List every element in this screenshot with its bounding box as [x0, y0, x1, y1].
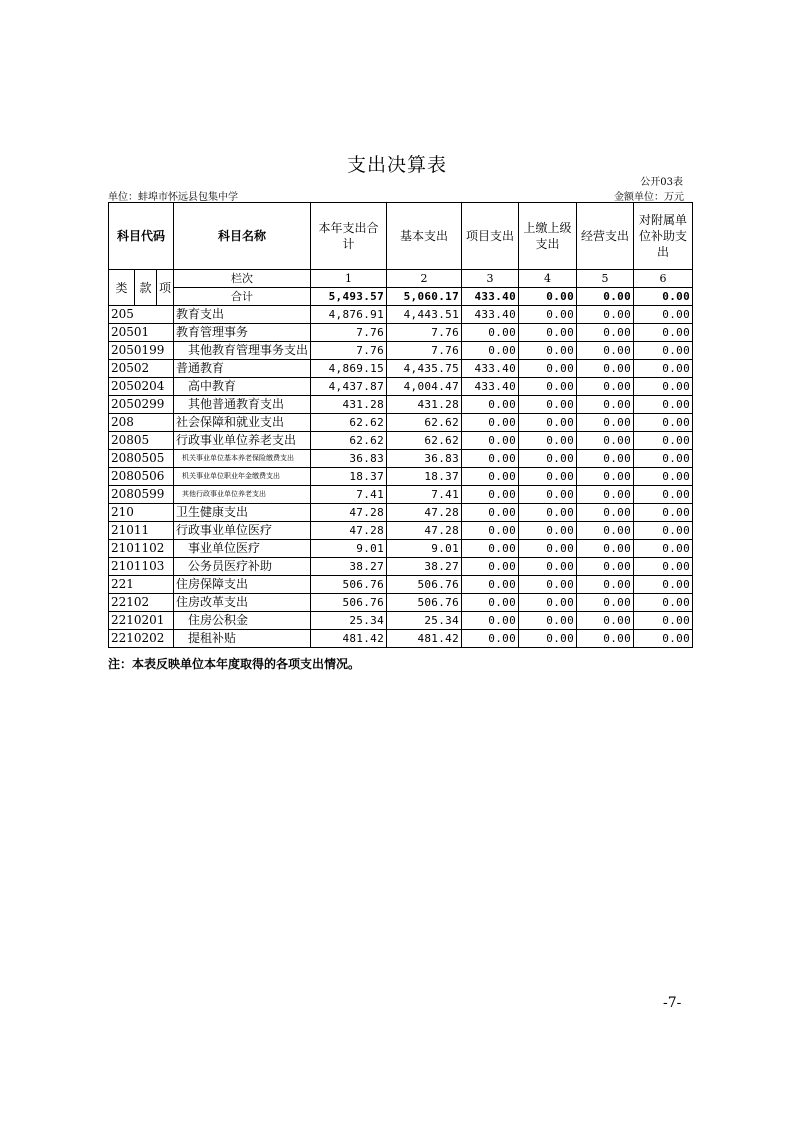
row-name: 住房改革支出 [174, 594, 311, 612]
row-value: 0.00 [634, 324, 693, 342]
col-number: 1 [311, 270, 387, 288]
row-value: 7.76 [387, 342, 462, 360]
row-value: 62.62 [311, 432, 387, 450]
row-code: 221 [109, 576, 174, 594]
row-name: 社会保障和就业支出 [174, 414, 311, 432]
row-value: 0.00 [577, 414, 634, 432]
row-value: 0.00 [519, 612, 577, 630]
row-value: 0.00 [577, 630, 634, 648]
header-subsidy: 对附属单位补助支出 [634, 203, 693, 270]
col-number: 4 [519, 270, 577, 288]
row-value: 0.00 [577, 324, 634, 342]
row-value: 0.00 [462, 558, 519, 576]
row-value: 47.28 [387, 522, 462, 540]
row-value: 481.42 [311, 630, 387, 648]
row-code: 208 [109, 414, 174, 432]
row-value: 0.00 [634, 540, 693, 558]
row-value: 0.00 [577, 432, 634, 450]
row-value: 0.00 [577, 522, 634, 540]
expenditure-table [108, 202, 693, 648]
col-number: 5 [577, 270, 634, 288]
row-code: 2210201 [109, 612, 174, 630]
page-title: 支出决算表 [346, 154, 447, 176]
row-value: 506.76 [311, 594, 387, 612]
row-value: 0.00 [634, 378, 693, 396]
row-name: 教育支出 [174, 306, 311, 324]
col-number: 2 [387, 270, 462, 288]
row-value: 4,004.47 [387, 378, 462, 396]
table-row [109, 468, 693, 486]
table-row [109, 414, 693, 432]
col-number: 6 [634, 270, 693, 288]
row-value: 506.76 [387, 594, 462, 612]
total-value: 0.00 [519, 288, 577, 306]
row-value: 0.00 [462, 540, 519, 558]
header-total: 本年支出合计 [311, 203, 387, 270]
row-value: 0.00 [519, 504, 577, 522]
row-code: 20502 [109, 360, 174, 378]
row-value: 0.00 [519, 558, 577, 576]
row-value: 0.00 [462, 612, 519, 630]
header-kuan: 款 [135, 270, 157, 306]
row-value: 9.01 [311, 540, 387, 558]
row-value: 0.00 [462, 324, 519, 342]
row-value: 481.42 [387, 630, 462, 648]
row-value: 0.00 [519, 342, 577, 360]
row-value: 0.00 [519, 324, 577, 342]
row-name: 住房公积金 [174, 612, 311, 630]
row-value: 0.00 [577, 576, 634, 594]
row-value: 0.00 [519, 396, 577, 414]
row-value: 0.00 [577, 450, 634, 468]
row-value: 4,869.15 [311, 360, 387, 378]
row-name: 机关事业单位基本养老保险缴费支出 [174, 450, 311, 468]
row-value: 25.34 [311, 612, 387, 630]
row-value: 25.34 [387, 612, 462, 630]
row-value: 0.00 [577, 396, 634, 414]
header-operating: 经营支出 [577, 203, 634, 270]
row-value: 0.00 [519, 630, 577, 648]
row-name: 行政事业单位养老支出 [174, 432, 311, 450]
row-value: 431.28 [311, 396, 387, 414]
row-value: 0.00 [577, 558, 634, 576]
row-value: 0.00 [462, 522, 519, 540]
row-name: 教育管理事务 [174, 324, 311, 342]
row-code: 21011 [109, 522, 174, 540]
total-value: 433.40 [462, 288, 519, 306]
total-value: 5,060.17 [387, 288, 462, 306]
row-value: 0.00 [634, 504, 693, 522]
row-code: 20805 [109, 432, 174, 450]
row-name: 高中教育 [174, 378, 311, 396]
row-value: 0.00 [462, 594, 519, 612]
row-value: 0.00 [519, 576, 577, 594]
row-value: 0.00 [634, 396, 693, 414]
form-number: 公开03表 [640, 177, 683, 188]
row-value: 0.00 [634, 612, 693, 630]
row-code: 2080505 [109, 450, 174, 468]
row-value: 0.00 [462, 468, 519, 486]
unit-row [108, 188, 684, 202]
row-value: 0.00 [634, 576, 693, 594]
row-value: 0.00 [634, 342, 693, 360]
row-value: 0.00 [519, 378, 577, 396]
row-code: 2101103 [109, 558, 174, 576]
row-value: 38.27 [387, 558, 462, 576]
row-value: 0.00 [519, 594, 577, 612]
row-code: 2101102 [109, 540, 174, 558]
row-value: 38.27 [311, 558, 387, 576]
row-name: 事业单位医疗 [174, 540, 311, 558]
table-row [109, 324, 693, 342]
row-value: 0.00 [634, 522, 693, 540]
row-value: 4,435.75 [387, 360, 462, 378]
row-value: 0.00 [577, 306, 634, 324]
table-row [109, 486, 693, 504]
table-row [109, 504, 693, 522]
row-value: 18.37 [311, 468, 387, 486]
row-value: 7.41 [387, 486, 462, 504]
row-value: 62.62 [387, 414, 462, 432]
row-value: 62.62 [311, 414, 387, 432]
table-row [109, 360, 693, 378]
row-value: 7.76 [387, 324, 462, 342]
row-name: 行政事业单位医疗 [174, 522, 311, 540]
row-name: 其他普通教育支出 [174, 396, 311, 414]
row-value: 47.28 [311, 504, 387, 522]
row-value: 0.00 [577, 342, 634, 360]
row-value: 0.00 [634, 486, 693, 504]
row-code: 2080599 [109, 486, 174, 504]
row-value: 506.76 [311, 576, 387, 594]
row-value: 0.00 [634, 468, 693, 486]
row-name: 其他教育管理事务支出 [174, 342, 311, 360]
row-value: 0.00 [462, 630, 519, 648]
row-value: 18.37 [387, 468, 462, 486]
row-value: 0.00 [634, 450, 693, 468]
row-value: 506.76 [387, 576, 462, 594]
table-row [109, 306, 693, 324]
row-code: 205 [109, 306, 174, 324]
row-code: 20501 [109, 324, 174, 342]
row-name: 机关事业单位职业年金缴费支出 [174, 468, 311, 486]
header-basic: 基本支出 [387, 203, 462, 270]
row-name: 提租补贴 [174, 630, 311, 648]
row-value: 433.40 [462, 378, 519, 396]
row-value: 36.83 [311, 450, 387, 468]
row-value: 36.83 [387, 450, 462, 468]
row-value: 47.28 [311, 522, 387, 540]
header-xiang: 项 [157, 270, 174, 306]
header-row [109, 203, 693, 270]
header-lei: 类 [109, 270, 135, 306]
row-code: 2050299 [109, 396, 174, 414]
lanci-label: 栏次 [174, 270, 311, 288]
row-code: 22102 [109, 594, 174, 612]
row-code: 2050204 [109, 378, 174, 396]
header-name: 科目名称 [174, 203, 311, 270]
table-row [109, 594, 693, 612]
row-value: 0.00 [519, 486, 577, 504]
row-value: 0.00 [519, 468, 577, 486]
row-value: 0.00 [634, 630, 693, 648]
row-code: 2050199 [109, 342, 174, 360]
row-value: 0.00 [519, 414, 577, 432]
row-code: 2210202 [109, 630, 174, 648]
row-value: 0.00 [462, 504, 519, 522]
row-value: 7.76 [311, 342, 387, 360]
row-value: 0.00 [577, 468, 634, 486]
table-row [109, 378, 693, 396]
amount-unit: 金额单位：万元 [614, 192, 684, 203]
row-value: 0.00 [634, 558, 693, 576]
row-value: 0.00 [634, 414, 693, 432]
row-value: 0.00 [577, 378, 634, 396]
row-value: 433.40 [462, 360, 519, 378]
row-value: 0.00 [634, 306, 693, 324]
table-row [109, 432, 693, 450]
table-row [109, 522, 693, 540]
row-value: 0.00 [634, 360, 693, 378]
row-value: 0.00 [634, 594, 693, 612]
total-value: 0.00 [577, 288, 634, 306]
row-value: 0.00 [634, 432, 693, 450]
table-note: 注：本表反映单位本年度取得的各项支出情况。 [108, 657, 361, 671]
row-name: 住房保障支出 [174, 576, 311, 594]
row-value: 0.00 [462, 576, 519, 594]
row-value: 0.00 [519, 540, 577, 558]
total-row [109, 288, 693, 306]
table-row [109, 342, 693, 360]
row-value: 47.28 [387, 504, 462, 522]
row-value: 0.00 [577, 486, 634, 504]
table-row [109, 630, 693, 648]
column-number-row [109, 270, 693, 288]
header-code: 科目代码 [109, 203, 174, 270]
row-value: 0.00 [462, 450, 519, 468]
row-value: 0.00 [462, 486, 519, 504]
row-value: 0.00 [519, 432, 577, 450]
row-value: 0.00 [577, 360, 634, 378]
table-row [109, 576, 693, 594]
row-value: 0.00 [519, 360, 577, 378]
row-value: 0.00 [577, 540, 634, 558]
row-value: 433.40 [462, 306, 519, 324]
row-code: 210 [109, 504, 174, 522]
table-row [109, 612, 693, 630]
header-project: 项目支出 [462, 203, 519, 270]
row-value: 7.41 [311, 486, 387, 504]
row-value: 4,443.51 [387, 306, 462, 324]
table-row [109, 396, 693, 414]
row-name: 其他行政事业单位养老支出 [174, 486, 311, 504]
row-value: 0.00 [577, 612, 634, 630]
row-value: 0.00 [462, 432, 519, 450]
row-value: 62.62 [387, 432, 462, 450]
row-value: 4,876.91 [311, 306, 387, 324]
total-value: 0.00 [634, 288, 693, 306]
row-name: 普通教育 [174, 360, 311, 378]
col-number: 3 [462, 270, 519, 288]
row-value: 0.00 [462, 414, 519, 432]
row-value: 0.00 [519, 450, 577, 468]
row-name: 卫生健康支出 [174, 504, 311, 522]
table-row [109, 450, 693, 468]
total-value: 5,493.57 [311, 288, 387, 306]
row-value: 4,437.87 [311, 378, 387, 396]
row-value: 0.00 [462, 396, 519, 414]
table-row [109, 540, 693, 558]
header-upper: 上缴上级支出 [519, 203, 577, 270]
page-number: -7- [663, 995, 682, 1011]
row-value: 9.01 [387, 540, 462, 558]
row-value: 0.00 [577, 504, 634, 522]
unit-label: 单位：蚌埠市怀远县包集中学 [108, 192, 238, 203]
total-label: 合计 [174, 288, 311, 306]
row-value: 0.00 [462, 342, 519, 360]
row-value: 431.28 [387, 396, 462, 414]
table-row [109, 558, 693, 576]
row-value: 7.76 [311, 324, 387, 342]
row-code: 2080506 [109, 468, 174, 486]
row-value: 0.00 [577, 594, 634, 612]
row-name: 公务员医疗补助 [174, 558, 311, 576]
row-value: 0.00 [519, 522, 577, 540]
row-value: 0.00 [519, 306, 577, 324]
